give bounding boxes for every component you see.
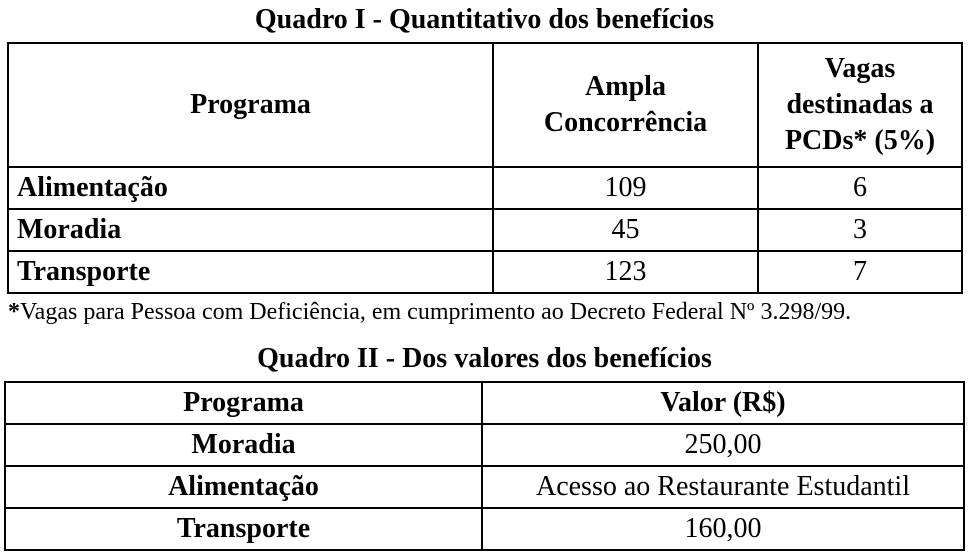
cell-pcd: 7 <box>758 251 962 293</box>
cell-valor: 250,00 <box>482 424 964 466</box>
header-ampla-line2: Concorrência <box>543 107 708 138</box>
cell-ampla: 123 <box>493 251 758 293</box>
table-row <box>8 167 962 209</box>
cell-valor: Acesso ao Restaurante Estudantil <box>482 466 964 508</box>
cell-programa: Transporte <box>5 508 482 550</box>
footnote <box>8 298 851 326</box>
header-ampla-concorrencia <box>493 43 758 167</box>
cell-ampla: 109 <box>493 167 758 209</box>
table-row <box>5 424 964 466</box>
cell-programa: Alimentação <box>5 466 482 508</box>
header-valor: Valor (R$) <box>482 382 964 424</box>
cell-programa: Transporte <box>8 251 493 293</box>
quadro1-title: Quadro I - Quantitativo dos benefícios <box>254 4 715 35</box>
cell-pcd: 6 <box>758 167 962 209</box>
table-row <box>8 209 962 251</box>
footnote-star: * <box>8 299 20 325</box>
quadro2-table <box>4 381 965 551</box>
table-row <box>5 466 964 508</box>
header-ampla-line1: Ampla <box>585 71 666 102</box>
cell-pcd: 3 <box>758 209 962 251</box>
table-header-row <box>5 382 964 424</box>
cell-programa: Alimentação <box>8 167 493 209</box>
table-row <box>5 508 964 550</box>
header-vagas-pcd <box>758 43 962 167</box>
header-vagas-line3: PCDs* (5%) <box>784 125 936 156</box>
header-vagas-line1: Vagas <box>824 53 896 84</box>
header-programa: Programa <box>5 382 482 424</box>
cell-valor: 160,00 <box>482 508 964 550</box>
cell-programa: Moradia <box>5 424 482 466</box>
table-header-row <box>8 43 962 167</box>
cell-programa: Moradia <box>8 209 493 251</box>
header-programa: Programa <box>8 43 493 167</box>
header-vagas-line2: destinadas a <box>786 89 934 120</box>
quadro1-table <box>7 42 963 294</box>
cell-ampla: 45 <box>493 209 758 251</box>
footnote-text: Vagas para Pessoa com Deficiência, em cumprimento ao Decreto Federal Nº 3.298/99. <box>20 299 852 325</box>
table-row <box>8 251 962 293</box>
quadro2-title: Quadro II - Dos valores dos benefícios <box>257 343 712 374</box>
